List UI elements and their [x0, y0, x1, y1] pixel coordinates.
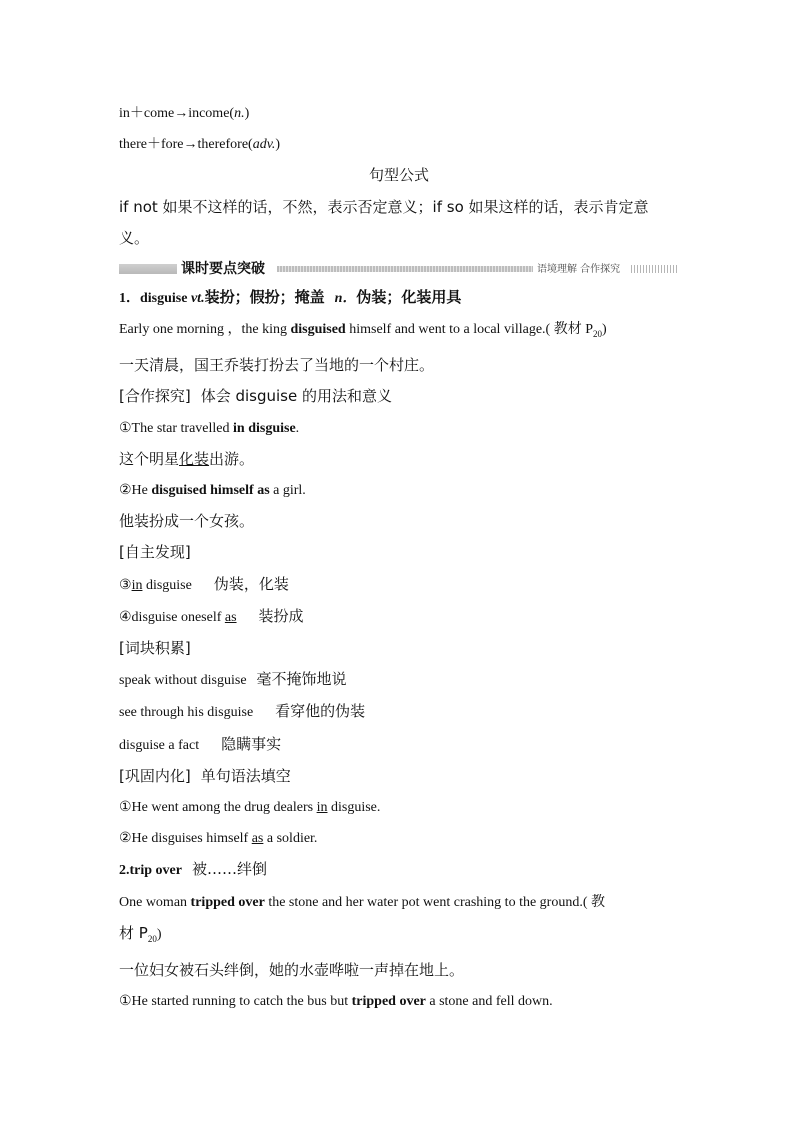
chunk-2: see through his disguise 看穿他的伪装 — [119, 702, 366, 721]
banner-left-bar — [119, 264, 177, 274]
self-discover-label: [自主发现] — [119, 543, 191, 562]
item1-example-translation: 一天清晨，国王乔装打扮去了当地的一个村庄。 — [119, 356, 435, 375]
section-banner — [119, 260, 679, 276]
consolidate-line: [巩固内化] 单句语法填空 — [119, 766, 291, 785]
if-not-if-so-line-2: 义。 — [119, 228, 150, 247]
item1-example: Early one morning ，the king disguised himself and went to a local village.( 教材 $P_{20}$) — [119, 322, 607, 340]
discover-item-4: ④disguise oneself as 装扮成 — [119, 606, 304, 625]
consolidate-label: [巩固内化] — [119, 766, 191, 785]
cooperative-explore-label: [合作探究] — [119, 387, 191, 406]
item1-sentence-1-translation: 这个明星化装出游。 — [119, 449, 255, 468]
item1-sentence-1: ①The star travelled in disguise. — [119, 420, 300, 436]
banner-right-bar — [631, 265, 679, 273]
sentence-pattern-heading: 句型公式 — [368, 166, 429, 185]
cooperative-explore-line: [合作探究] 体会 disguise 的用法和意义 — [119, 387, 392, 406]
item2-sentence-1: ①He started running to catch the bus but tripped over a stone and fell down. — [119, 994, 553, 1010]
fill-in-question-1: ①He went among the drug dealers in disguise. — [119, 800, 381, 816]
banner-title: 课时要点突破 — [181, 261, 265, 278]
formula-line-income: in＋come→income(n.) — [119, 106, 250, 121]
word-chunks-label: [词块积累] — [119, 639, 191, 658]
item1-sentence-2-translation: 他装扮成一个女孩。 — [119, 512, 255, 531]
item2-example-translation: 一位妇女被石头绊倒，她的水壶哗啦一声掉在地上。 — [119, 960, 465, 979]
chunk-1: speak without disguise 毫不掩饰地说 — [119, 670, 347, 689]
chunk-3: disguise a fact 隐瞒事实 — [119, 734, 282, 753]
item2-heading: 2.trip over 被……绊倒 — [119, 860, 267, 879]
banner-middle-bar — [277, 266, 533, 272]
if-not-if-so-line-1: if not 如果不这样的话，不然，表示否定意义；if so 如果这样的话，表示肯定意 — [119, 197, 649, 216]
item2-example-line-2: 材 $P_{20}$) — [119, 923, 162, 944]
item1-heading: 1．disguise vt.装扮；假扮；掩盖 n．伪装；化装用具 — [119, 288, 462, 307]
item2-example-line-1: One woman tripped over the stone and her water pot went crashing to the ground.( 教 — [119, 894, 605, 910]
item1-sentence-2: ②He disguised himself as a girl. — [119, 483, 306, 499]
formula-line-therefore: there＋fore→therefore(adv.) — [119, 137, 281, 153]
document-page — [119, 98, 679, 1017]
discover-item-3: ③in disguise 伪装，化装 — [119, 574, 289, 593]
banner-tag: 语境理解 合作探究 — [537, 264, 621, 276]
fill-in-question-2: ②He disguises himself as a soldier. — [119, 831, 318, 847]
